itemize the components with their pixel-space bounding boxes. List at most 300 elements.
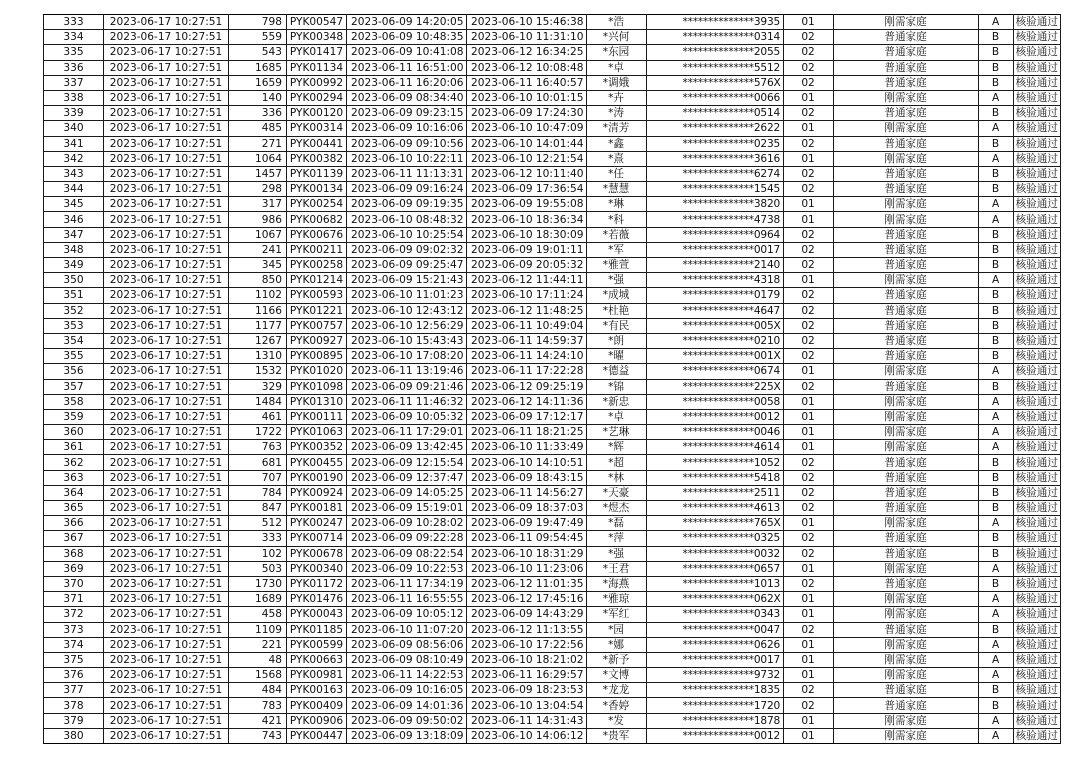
start-time-cell: 2023-06-09 08:34:40 [347, 90, 467, 105]
family-type-cell: 刚需家庭 [833, 394, 978, 409]
number-cell: 512 [229, 516, 287, 531]
family-type-cell: 普通家庭 [833, 30, 978, 45]
status-cell: 核验通过 [1013, 333, 1060, 348]
type-code-cell: 01 [783, 15, 833, 30]
date-cell: 2023-06-17 10:27:51 [104, 425, 229, 440]
family-type-cell: 普通家庭 [833, 318, 978, 333]
start-time-cell: 2023-06-09 09:21:46 [347, 379, 467, 394]
id-number-cell: **************0235 [646, 136, 783, 151]
date-cell: 2023-06-17 10:27:51 [104, 713, 229, 728]
id-number-cell: **************3935 [646, 15, 783, 30]
id-number-cell: **************0032 [646, 546, 783, 561]
grade-cell: B [978, 531, 1013, 546]
id-number-cell: **************0210 [646, 333, 783, 348]
type-code-cell: 02 [783, 501, 833, 516]
id-number-cell: **************005X [646, 318, 783, 333]
type-code-cell: 01 [783, 652, 833, 667]
type-code-cell: 02 [783, 303, 833, 318]
date-cell: 2023-06-17 10:27:51 [104, 683, 229, 698]
id-number-cell: **************2055 [646, 45, 783, 60]
name-cell: *新忠 [586, 394, 646, 409]
family-type-cell: 普通家庭 [833, 182, 978, 197]
seq-cell: 373 [44, 622, 104, 637]
status-cell: 核验通过 [1013, 379, 1060, 394]
status-cell: 核验通过 [1013, 212, 1060, 227]
seq-cell: 363 [44, 470, 104, 485]
table-row [44, 288, 1061, 303]
status-cell: 核验通过 [1013, 425, 1060, 440]
name-cell: *海燕 [586, 576, 646, 591]
start-time-cell: 2023-06-10 17:08:20 [347, 349, 467, 364]
number-cell: 221 [229, 637, 287, 652]
table-row [44, 652, 1061, 667]
number-cell: 484 [229, 683, 287, 698]
date-cell: 2023-06-17 10:27:51 [104, 318, 229, 333]
seq-cell: 349 [44, 258, 104, 273]
id-number-cell: **************0343 [646, 607, 783, 622]
start-time-cell: 2023-06-09 08:10:49 [347, 652, 467, 667]
start-time-cell: 2023-06-09 10:05:32 [347, 409, 467, 424]
id-number-cell: **************4613 [646, 501, 783, 516]
grade-cell: A [978, 197, 1013, 212]
family-type-cell: 普通家庭 [833, 455, 978, 470]
date-cell: 2023-06-17 10:27:51 [104, 364, 229, 379]
table-row [44, 637, 1061, 652]
status-cell: 核验通过 [1013, 349, 1060, 364]
name-cell: *雅萱 [586, 258, 646, 273]
table-row [44, 121, 1061, 136]
code-cell: PYK00599 [287, 637, 347, 652]
name-cell: *调娥 [586, 75, 646, 90]
date-cell: 2023-06-17 10:27:51 [104, 273, 229, 288]
number-cell: 1484 [229, 394, 287, 409]
name-cell: *萍 [586, 531, 646, 546]
start-time-cell: 2023-06-10 08:48:32 [347, 212, 467, 227]
number-cell: 1722 [229, 425, 287, 440]
table-row [44, 379, 1061, 394]
seq-cell: 343 [44, 166, 104, 181]
status-cell: 核验通过 [1013, 501, 1060, 516]
status-cell: 核验通过 [1013, 106, 1060, 121]
date-cell: 2023-06-17 10:27:51 [104, 45, 229, 60]
end-time-cell: 2023-06-09 18:37:03 [467, 501, 587, 516]
name-cell: *清芳 [586, 121, 646, 136]
id-number-cell: **************2511 [646, 485, 783, 500]
date-cell: 2023-06-17 10:27:51 [104, 394, 229, 409]
seq-cell: 340 [44, 121, 104, 136]
date-cell: 2023-06-17 10:27:51 [104, 728, 229, 743]
date-cell: 2023-06-17 10:27:51 [104, 379, 229, 394]
code-cell: PYK00254 [287, 197, 347, 212]
name-cell: *艺琳 [586, 425, 646, 440]
seq-cell: 368 [44, 546, 104, 561]
seq-cell: 339 [44, 106, 104, 121]
number-cell: 1310 [229, 349, 287, 364]
type-code-cell: 02 [783, 136, 833, 151]
grade-cell: B [978, 75, 1013, 90]
table-row [44, 90, 1061, 105]
table-row [44, 485, 1061, 500]
date-cell: 2023-06-17 10:27:51 [104, 409, 229, 424]
code-cell: PYK00547 [287, 15, 347, 30]
type-code-cell: 02 [783, 45, 833, 60]
seq-cell: 361 [44, 440, 104, 455]
grade-cell: A [978, 607, 1013, 622]
id-number-cell: **************4318 [646, 273, 783, 288]
date-cell: 2023-06-17 10:27:51 [104, 121, 229, 136]
seq-cell: 378 [44, 698, 104, 713]
date-cell: 2023-06-17 10:27:51 [104, 622, 229, 637]
code-cell: PYK00992 [287, 75, 347, 90]
id-number-cell: **************0046 [646, 425, 783, 440]
number-cell: 763 [229, 440, 287, 455]
start-time-cell: 2023-06-11 13:19:46 [347, 364, 467, 379]
date-cell: 2023-06-17 10:27:51 [104, 333, 229, 348]
code-cell: PYK00714 [287, 531, 347, 546]
table-row [44, 728, 1061, 743]
end-time-cell: 2023-06-11 14:59:37 [467, 333, 587, 348]
date-cell: 2023-06-17 10:27:51 [104, 151, 229, 166]
family-type-cell: 刚需家庭 [833, 516, 978, 531]
code-cell: PYK00120 [287, 106, 347, 121]
date-cell: 2023-06-17 10:27:51 [104, 303, 229, 318]
status-cell: 核验通过 [1013, 485, 1060, 500]
date-cell: 2023-06-17 10:27:51 [104, 15, 229, 30]
code-cell: PYK01134 [287, 60, 347, 75]
type-code-cell: 01 [783, 592, 833, 607]
number-cell: 333 [229, 531, 287, 546]
start-time-cell: 2023-06-09 10:41:08 [347, 45, 467, 60]
start-time-cell: 2023-06-09 15:21:43 [347, 273, 467, 288]
date-cell: 2023-06-17 10:27:51 [104, 166, 229, 181]
family-type-cell: 刚需家庭 [833, 592, 978, 607]
code-cell: PYK00163 [287, 683, 347, 698]
table-row [44, 470, 1061, 485]
start-time-cell: 2023-06-11 17:29:01 [347, 425, 467, 440]
status-cell: 核验通过 [1013, 258, 1060, 273]
type-code-cell: 01 [783, 561, 833, 576]
grade-cell: B [978, 546, 1013, 561]
number-cell: 1730 [229, 576, 287, 591]
grade-cell: A [978, 516, 1013, 531]
date-cell: 2023-06-17 10:27:51 [104, 182, 229, 197]
table-row [44, 273, 1061, 288]
number-cell: 421 [229, 713, 287, 728]
end-time-cell: 2023-06-09 19:55:08 [467, 197, 587, 212]
type-code-cell: 01 [783, 151, 833, 166]
table-row [44, 318, 1061, 333]
table-row [44, 576, 1061, 591]
id-number-cell: **************1878 [646, 713, 783, 728]
status-cell: 核验通过 [1013, 546, 1060, 561]
date-cell: 2023-06-17 10:27:51 [104, 90, 229, 105]
grade-cell: A [978, 592, 1013, 607]
date-cell: 2023-06-17 10:27:51 [104, 197, 229, 212]
id-number-cell: **************0047 [646, 622, 783, 637]
seq-cell: 371 [44, 592, 104, 607]
start-time-cell: 2023-06-09 10:28:02 [347, 516, 467, 531]
id-number-cell: **************0017 [646, 242, 783, 257]
id-number-cell: **************0314 [646, 30, 783, 45]
seq-cell: 376 [44, 668, 104, 683]
seq-cell: 345 [44, 197, 104, 212]
table-row [44, 333, 1061, 348]
end-time-cell: 2023-06-10 12:21:54 [467, 151, 587, 166]
grade-cell: B [978, 303, 1013, 318]
grade-cell: A [978, 440, 1013, 455]
id-number-cell: **************062X [646, 592, 783, 607]
family-type-cell: 刚需家庭 [833, 197, 978, 212]
table-row [44, 455, 1061, 470]
id-number-cell: **************9732 [646, 668, 783, 683]
code-cell: PYK00678 [287, 546, 347, 561]
family-type-cell: 刚需家庭 [833, 425, 978, 440]
status-cell: 核验通过 [1013, 303, 1060, 318]
end-time-cell: 2023-06-10 18:21:02 [467, 652, 587, 667]
seq-cell: 335 [44, 45, 104, 60]
start-time-cell: 2023-06-11 16:51:00 [347, 60, 467, 75]
name-cell: *东园 [586, 45, 646, 60]
id-number-cell: **************5418 [646, 470, 783, 485]
grade-cell: A [978, 121, 1013, 136]
status-cell: 核验通过 [1013, 455, 1060, 470]
status-cell: 核验通过 [1013, 637, 1060, 652]
start-time-cell: 2023-06-11 11:46:32 [347, 394, 467, 409]
table-row [44, 409, 1061, 424]
code-cell: PYK01476 [287, 592, 347, 607]
family-type-cell: 刚需家庭 [833, 668, 978, 683]
number-cell: 1109 [229, 622, 287, 637]
number-cell: 1659 [229, 75, 287, 90]
end-time-cell: 2023-06-10 10:47:09 [467, 121, 587, 136]
date-cell: 2023-06-17 10:27:51 [104, 576, 229, 591]
end-time-cell: 2023-06-12 11:13:55 [467, 622, 587, 637]
type-code-cell: 02 [783, 106, 833, 121]
name-cell: *卉 [586, 90, 646, 105]
id-number-cell: **************5512 [646, 60, 783, 75]
id-number-cell: **************1835 [646, 683, 783, 698]
code-cell: PYK00981 [287, 668, 347, 683]
table-row [44, 531, 1061, 546]
id-number-cell: **************0626 [646, 637, 783, 652]
name-cell: *娜 [586, 637, 646, 652]
number-cell: 1532 [229, 364, 287, 379]
family-type-cell: 刚需家庭 [833, 637, 978, 652]
type-code-cell: 02 [783, 60, 833, 75]
family-type-cell: 普通家庭 [833, 258, 978, 273]
type-code-cell: 02 [783, 470, 833, 485]
code-cell: PYK01139 [287, 166, 347, 181]
name-cell: *龙龙 [586, 683, 646, 698]
family-type-cell: 刚需家庭 [833, 90, 978, 105]
id-number-cell: **************0179 [646, 288, 783, 303]
name-cell: *磊 [586, 516, 646, 531]
type-code-cell: 02 [783, 242, 833, 257]
type-code-cell: 02 [783, 349, 833, 364]
seq-cell: 352 [44, 303, 104, 318]
date-cell: 2023-06-17 10:27:51 [104, 242, 229, 257]
table-row [44, 683, 1061, 698]
family-type-cell: 普通家庭 [833, 379, 978, 394]
end-time-cell: 2023-06-09 17:12:17 [467, 409, 587, 424]
seq-cell: 357 [44, 379, 104, 394]
start-time-cell: 2023-06-10 12:43:12 [347, 303, 467, 318]
name-cell: *卓 [586, 409, 646, 424]
grade-cell: B [978, 182, 1013, 197]
id-number-cell: **************0674 [646, 364, 783, 379]
seq-cell: 336 [44, 60, 104, 75]
start-time-cell: 2023-06-09 09:25:47 [347, 258, 467, 273]
number-cell: 461 [229, 409, 287, 424]
date-cell: 2023-06-17 10:27:51 [104, 455, 229, 470]
number-cell: 784 [229, 485, 287, 500]
code-cell: PYK01310 [287, 394, 347, 409]
date-cell: 2023-06-17 10:27:51 [104, 637, 229, 652]
type-code-cell: 02 [783, 288, 833, 303]
end-time-cell: 2023-06-10 11:31:10 [467, 30, 587, 45]
type-code-cell: 01 [783, 713, 833, 728]
grade-cell: A [978, 273, 1013, 288]
type-code-cell: 02 [783, 318, 833, 333]
end-time-cell: 2023-06-09 18:23:53 [467, 683, 587, 698]
family-type-cell: 普通家庭 [833, 242, 978, 257]
name-cell: *新予 [586, 652, 646, 667]
grade-cell: A [978, 728, 1013, 743]
family-type-cell: 刚需家庭 [833, 212, 978, 227]
code-cell: PYK01020 [287, 364, 347, 379]
type-code-cell: 02 [783, 379, 833, 394]
name-cell: *曜 [586, 349, 646, 364]
grade-cell: B [978, 333, 1013, 348]
number-cell: 458 [229, 607, 287, 622]
number-cell: 707 [229, 470, 287, 485]
family-type-cell: 普通家庭 [833, 622, 978, 637]
number-cell: 241 [229, 242, 287, 257]
start-time-cell: 2023-06-11 11:13:31 [347, 166, 467, 181]
code-cell: PYK00895 [287, 349, 347, 364]
family-type-cell: 刚需家庭 [833, 273, 978, 288]
status-cell: 核验通过 [1013, 470, 1060, 485]
seq-cell: 347 [44, 227, 104, 242]
date-cell: 2023-06-17 10:27:51 [104, 136, 229, 151]
id-number-cell: **************6274 [646, 166, 783, 181]
name-cell: *贵军 [586, 728, 646, 743]
family-type-cell: 普通家庭 [833, 136, 978, 151]
end-time-cell: 2023-06-09 14:43:29 [467, 607, 587, 622]
date-cell: 2023-06-17 10:27:51 [104, 516, 229, 531]
type-code-cell: 02 [783, 546, 833, 561]
name-cell: *杜艳 [586, 303, 646, 318]
end-time-cell: 2023-06-11 14:56:27 [467, 485, 587, 500]
grade-cell: B [978, 683, 1013, 698]
grade-cell: B [978, 242, 1013, 257]
name-cell: *文博 [586, 668, 646, 683]
number-cell: 1166 [229, 303, 287, 318]
id-number-cell: **************576X [646, 75, 783, 90]
status-cell: 核验通过 [1013, 273, 1060, 288]
grade-cell: B [978, 622, 1013, 637]
name-cell: *香婷 [586, 698, 646, 713]
status-cell: 核验通过 [1013, 440, 1060, 455]
type-code-cell: 01 [783, 409, 833, 424]
table-row [44, 15, 1061, 30]
type-code-cell: 01 [783, 637, 833, 652]
type-code-cell: 01 [783, 212, 833, 227]
name-cell: *辉 [586, 440, 646, 455]
grade-cell: A [978, 90, 1013, 105]
number-cell: 1177 [229, 318, 287, 333]
end-time-cell: 2023-06-09 18:43:15 [467, 470, 587, 485]
status-cell: 核验通过 [1013, 531, 1060, 546]
records-table [43, 14, 1061, 744]
id-number-cell: **************4738 [646, 212, 783, 227]
seq-cell: 351 [44, 288, 104, 303]
end-time-cell: 2023-06-12 16:34:25 [467, 45, 587, 60]
grade-cell: B [978, 60, 1013, 75]
table-row [44, 45, 1061, 60]
seq-cell: 337 [44, 75, 104, 90]
type-code-cell: 02 [783, 258, 833, 273]
code-cell: PYK00211 [287, 242, 347, 257]
name-cell: *天豪 [586, 485, 646, 500]
code-cell: PYK01063 [287, 425, 347, 440]
start-time-cell: 2023-06-09 09:22:28 [347, 531, 467, 546]
number-cell: 298 [229, 182, 287, 197]
id-number-cell: **************4614 [646, 440, 783, 455]
id-number-cell: **************3820 [646, 197, 783, 212]
status-cell: 核验通过 [1013, 394, 1060, 409]
status-cell: 核验通过 [1013, 166, 1060, 181]
start-time-cell: 2023-06-09 09:23:15 [347, 106, 467, 121]
id-number-cell: **************0017 [646, 652, 783, 667]
grade-cell: A [978, 652, 1013, 667]
date-cell: 2023-06-17 10:27:51 [104, 60, 229, 75]
end-time-cell: 2023-06-10 17:11:24 [467, 288, 587, 303]
status-cell: 核验通过 [1013, 121, 1060, 136]
status-cell: 核验通过 [1013, 136, 1060, 151]
seq-cell: 341 [44, 136, 104, 151]
date-cell: 2023-06-17 10:27:51 [104, 531, 229, 546]
date-cell: 2023-06-17 10:27:51 [104, 546, 229, 561]
name-cell: *雅琼 [586, 592, 646, 607]
table-row [44, 668, 1061, 683]
status-cell: 核验通过 [1013, 318, 1060, 333]
start-time-cell: 2023-06-11 14:22:53 [347, 668, 467, 683]
grade-cell: A [978, 668, 1013, 683]
end-time-cell: 2023-06-10 13:04:54 [467, 698, 587, 713]
number-cell: 850 [229, 273, 287, 288]
type-code-cell: 02 [783, 182, 833, 197]
family-type-cell: 普通家庭 [833, 576, 978, 591]
end-time-cell: 2023-06-09 19:47:49 [467, 516, 587, 531]
date-cell: 2023-06-17 10:27:51 [104, 592, 229, 607]
name-cell: *慧慧 [586, 182, 646, 197]
start-time-cell: 2023-06-09 10:16:06 [347, 121, 467, 136]
seq-cell: 358 [44, 394, 104, 409]
start-time-cell: 2023-06-11 16:55:55 [347, 592, 467, 607]
name-cell: *王君 [586, 561, 646, 576]
name-cell: *朗 [586, 333, 646, 348]
type-code-cell: 02 [783, 531, 833, 546]
grade-cell: B [978, 485, 1013, 500]
name-cell: *煜杰 [586, 501, 646, 516]
family-type-cell: 刚需家庭 [833, 409, 978, 424]
seq-cell: 365 [44, 501, 104, 516]
table-row [44, 698, 1061, 713]
table-row [44, 197, 1061, 212]
end-time-cell: 2023-06-10 17:22:56 [467, 637, 587, 652]
type-code-cell: 01 [783, 90, 833, 105]
